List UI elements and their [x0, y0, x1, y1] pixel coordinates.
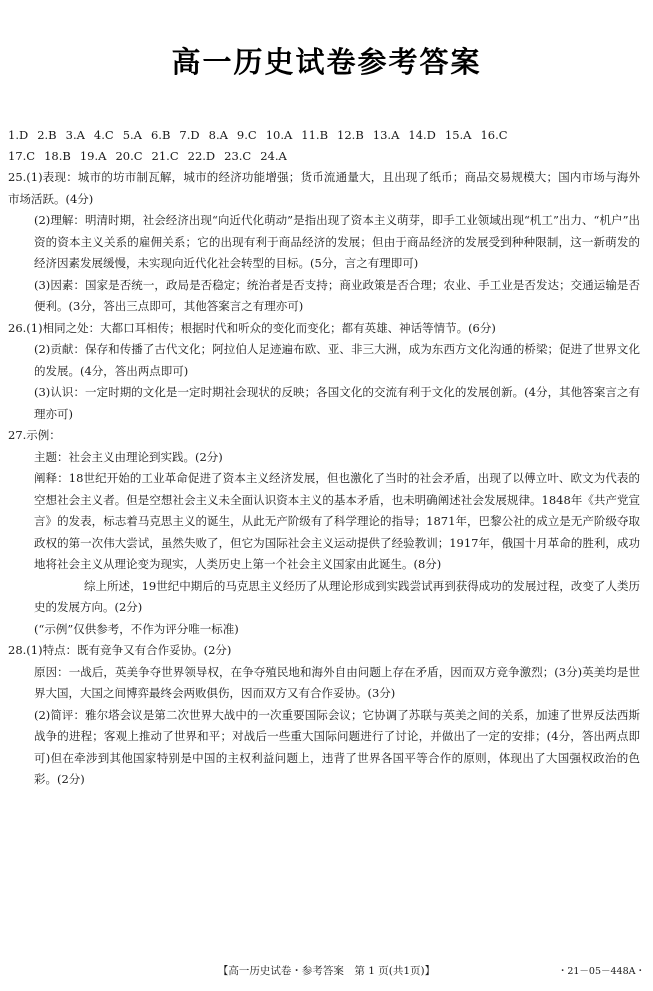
mc-answer: 2.B — [37, 128, 57, 142]
mc-answer: 22.D — [187, 149, 216, 163]
mc-answer: 14.D — [408, 128, 436, 142]
q28-part1: 28.(1)特点：既有竞争又有合作妥协。(2分) — [8, 643, 232, 657]
q25-part1: 25.(1)表现：城市的坊市制瓦解，城市的经济功能增强；货币流通量大，且出现了纸币；商品交易规模大；国内市场与海外市场活跃。(4分) — [8, 170, 640, 206]
q27-note: (“示例”仅供参考，不作为评分唯一标准) — [34, 621, 239, 636]
q26-part2: (2)贡献：保存和传播了古代文化；阿拉伯人足迹遍布欧、亚、非三大洲，成为东西方文化沟通的桥梁；促进了世界文化的发展。(4分，答出两点即可) — [34, 342, 640, 378]
page-title: 高一历史试卷参考答案 — [171, 45, 482, 79]
mc-answer: 18.B — [44, 149, 71, 163]
mc-answer: 17.C — [8, 149, 36, 163]
mc-answer: 19.A — [79, 149, 107, 163]
mc-answer: 24.A — [260, 149, 287, 163]
mc-answer: 8.A — [208, 128, 228, 142]
q27-theme: 主题：社会主义由理论到实践。(2分) — [34, 449, 223, 464]
mc-answer: 4.C — [93, 128, 114, 142]
mc-answer: 5.A — [122, 128, 142, 142]
mc-answer: 11.B — [301, 128, 329, 142]
q27-heading: 27.示例： — [8, 428, 61, 442]
question-27 — [8, 425, 640, 640]
multiple-choice-answers — [8, 125, 640, 167]
mc-answer: 15.A — [444, 128, 472, 142]
q27-explanation: 阐释：18世纪开始的工业革命促进了资本主义经济发展，但也激化了当时的社会矛盾，出现了以傅立叶、欧文为代表的空想社会主义者。但是空想社会主义未全面认识资本主义的基本矛盾，也未明确阐述社会发展规律。1848年《共产党宣言》的发表，标志着马克思主义的诞生，从此无产阶级有了科学理论的指导；1871年，巴黎公社的成立是无产阶级夺取政权的第一次伟大尝试，虽然失败了，但它为国际社会主义运动提供了经验教训；1917年，俄国十月革命的胜利，成功地将社会主义从理论变为现实，人类历史上第一个社会主义国家由此诞生。(8分) — [34, 471, 640, 571]
q28-part2: (2)简评：雅尔塔会议是第二次世界大战中的一次重要国际会议；它协调了苏联与英美之间的关系，加速了世界反法西斯战争的进程；客观上推动了世界和平；对战后一些重大国际问题进行了讨论，并做出了一定的安排；(4分，答出两点即可)但在牵涉到其他国家特别是中国的主权利益问题上，违背了世界各国平等合作的原则，体现出了大国强权政治的色彩。(2分) — [34, 707, 640, 786]
mc-answer: 1.D — [8, 128, 29, 142]
question-25 — [8, 167, 640, 318]
footer-code: ・21－05－448A・ — [557, 966, 645, 977]
mc-answer: 3.A — [65, 128, 85, 142]
mc-answer: 9.C — [236, 128, 257, 142]
q25-part2: (2)理解：明清时期，社会经济出现“向近代化萌动”是指出现了资本主义萌芽，即手工业领域出现“机工”出力、“机户”出资的资本主义关系的雇佣关系；它的出现有利于商品经济的发展；但由于商品经济的发展受到种种限制，这一新萌发的经济因素发展缓慢，未实现向近代化社会转型的目标。(5分，言之有理即可) — [34, 213, 640, 270]
q27-summary: 综上所述，19世纪中期后的马克思主义经历了从理论形成到实践尝试再到获得成功的发展过程，改变了人类历史的发展方向。(2分) — [34, 578, 640, 614]
mc-answer: 10.A — [265, 128, 293, 142]
mc-answer: 23.C — [224, 149, 252, 163]
footer-page-label: 【高一历史试卷・参考答案 第 1 页(共1页)】 — [217, 965, 436, 977]
question-28 — [8, 640, 640, 791]
mc-answer: 13.A — [372, 128, 400, 142]
question-26 — [8, 318, 640, 426]
q28-reason: 原因：一战后，英美争夺世界领导权，在争夺殖民地和海外自由问题上存在矛盾，因而双方竞争激烈；(3分)英美均是世界大国，大国之间博弈最终会两败俱伤，因而双方又有合作妥协。(3分) — [34, 664, 640, 700]
page-footer — [0, 963, 653, 977]
q26-part1: 26.(1)相同之处：大都口耳相传；根据时代和听众的变化而变化；都有英雄、神话等情节。(6分) — [8, 320, 496, 335]
q26-part3: (3)认识：一定时期的文化是一定时期社会现状的反映；各国文化的交流有利于文化的发展创新。(4分，其他答案言之有理亦可) — [34, 385, 640, 421]
mc-answer: 16.C — [480, 128, 508, 142]
q25-part3: (3)因素：国家是否统一，政局是否稳定；统治者是否支持；商业政策是否合理；农业、手工业是否发达；交通运输是否便利。(3分，答出三点即可，其他答案言之有理亦可) — [34, 277, 640, 313]
answer-content — [8, 125, 640, 791]
mc-answer: 6.B — [150, 128, 171, 142]
mc-answer: 7.D — [179, 128, 200, 142]
mc-answer: 21.C — [151, 149, 179, 163]
mc-answer: 20.C — [115, 149, 143, 163]
mc-answer: 12.B — [337, 128, 364, 142]
